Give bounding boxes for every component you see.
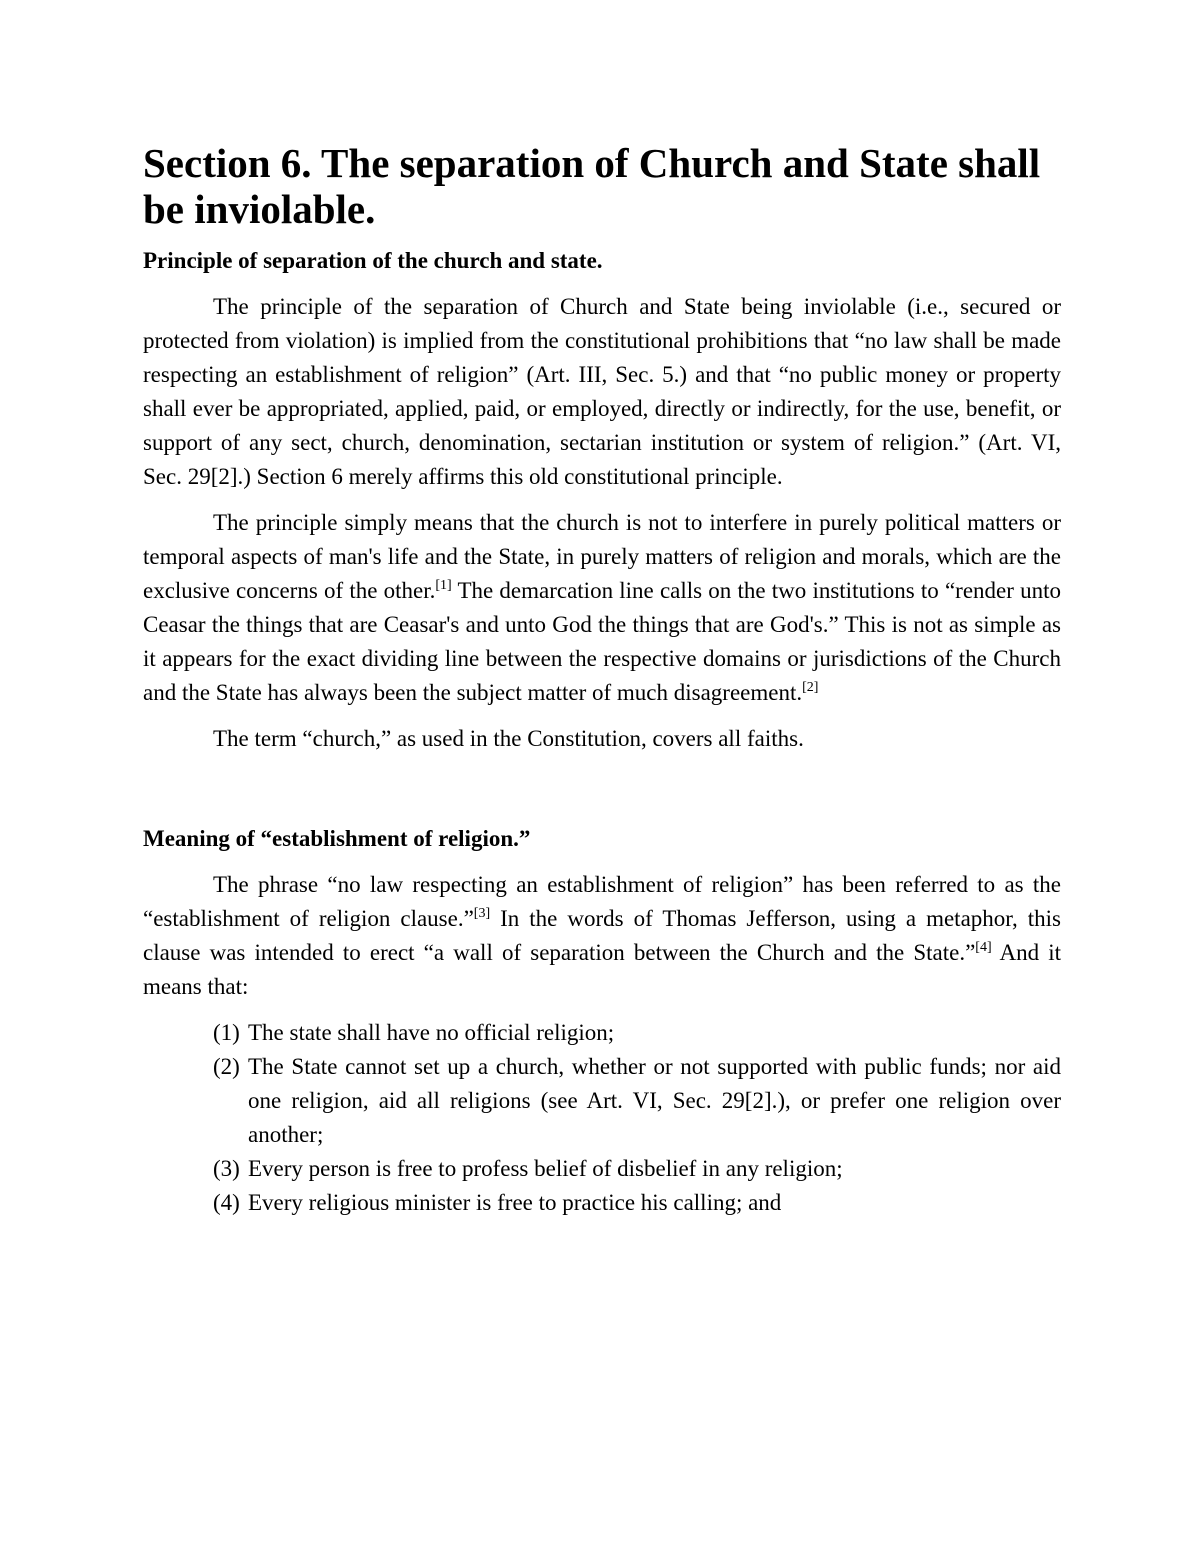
list-item-number: (1): [213, 1020, 240, 1045]
list-item: [213, 1016, 1061, 1050]
section-heading-principle: Principle of separation of the church and state.: [143, 248, 603, 273]
list-item: [213, 1050, 1061, 1152]
list-item-text: The State cannot set up a church, whether or not supported with public funds; nor aid one religion, aid all religions (see Art. VI, Sec. 29[2].), or prefer one religion over another;: [248, 1054, 1061, 1147]
spacer: [143, 768, 1061, 822]
list-item-number: (4): [213, 1190, 240, 1215]
paragraph-text: The demarcation line calls on the two institutions to “render unto Ceasar the things that are Ceasar's and unto God the things that are God's.” This is not as simple as it appears for the exact dividing line between the respective domains or jurisdictions of the Church and the State has always been the subject matter of much disagreement.: [143, 578, 1061, 705]
footnote-ref-1[interactable]: [1]: [435, 578, 452, 593]
list-item-number: (3): [213, 1156, 240, 1181]
list-item: [213, 1186, 1061, 1220]
list-item-text: The state shall have no official religion;: [248, 1020, 615, 1045]
paragraph-text: The phrase “no law respecting an establishment of religion” has been referred to as the “establishment of religion clause.”: [143, 872, 1061, 931]
document-page: [143, 140, 1061, 1220]
footnote-ref-2[interactable]: [2]: [802, 680, 819, 695]
footnote-ref-3[interactable]: [3]: [473, 906, 491, 921]
establishment-meaning-list: [143, 1016, 1061, 1220]
list-item-text: Every person is free to profess belief of disbelief in any religion;: [248, 1156, 843, 1181]
section-heading-establishment: Meaning of “establishment of religion.”: [143, 826, 531, 851]
paragraph-principle-meaning: [143, 506, 1061, 710]
list-item-text: Every religious minister is free to practice his calling; and: [248, 1190, 782, 1215]
paragraph-principle-intro: The principle of the separation of Church and State being inviolable (i.e., secured or protected from violation) is implied from the constitutional prohibitions that “no law shall be made respecting an establishment of religion” (Art. III, Sec. 5.) and that “no public money or property shall ever be appropriated, applied, paid, or employed, directly or indirectly, for the use, benefit, or support of any sect, church, denomination, sectarian institution or system of religion.” (Art. VI, Sec. 29[2].) Section 6 merely affirms this old constitutional principle.: [143, 294, 1061, 489]
paragraph-text: And it means that:: [143, 940, 1062, 999]
list-item: [213, 1152, 1061, 1186]
document-title: Section 6. The separation of Church and State shall be inviolable.: [143, 140, 1041, 232]
footnote-ref-4[interactable]: [4]: [975, 940, 992, 955]
paragraph-text: The principle simply means that the church is not to interfere in purely political matters or temporal aspects of man's life and the State, in purely matters of religion and morals, which are the exclusive concerns of the other.: [143, 510, 1061, 603]
paragraph-church-term: The term “church,” as used in the Constitution, covers all faiths.: [213, 726, 804, 751]
list-item-number: (2): [213, 1054, 240, 1079]
paragraph-text: In the words of Thomas Jefferson, using a metaphor, this clause was intended to erect “a wall of separation between the Church and the State.”: [143, 906, 1061, 965]
paragraph-establishment-clause: [143, 868, 1061, 1004]
